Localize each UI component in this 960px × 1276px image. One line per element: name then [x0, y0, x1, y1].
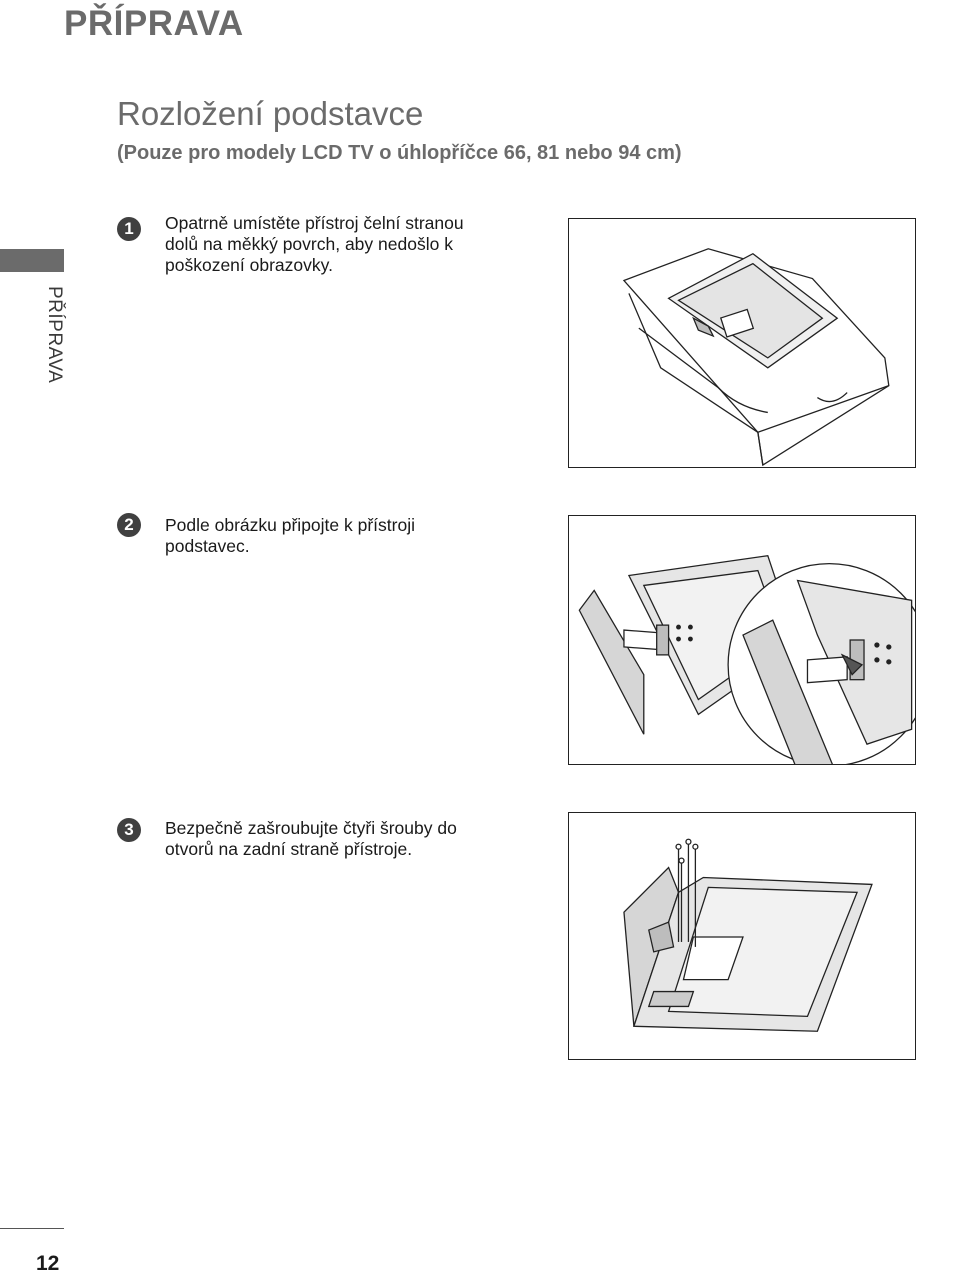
step-1-line: poškození obrazovky.: [165, 255, 333, 275]
section-subtitle: (Pouze pro modely LCD TV o úhlopříčce 66, 81 nebo 94 cm): [117, 142, 682, 164]
attach-stand-drawing: [569, 516, 915, 764]
step-3-text: [165, 818, 457, 860]
page-header-title: PŘÍPRAVA: [64, 4, 244, 43]
tv-on-cushion-drawing: [569, 219, 915, 467]
step-3-badge: 3: [117, 818, 141, 842]
step-2-line: podstavec.: [165, 536, 250, 556]
step-1-badge: 1: [117, 217, 141, 241]
sidebar-tab-marker: [0, 249, 64, 272]
section-title: Rozložení podstavce: [117, 95, 424, 132]
screw-stand-drawing: [569, 813, 915, 1059]
step-2-badge: 2: [117, 513, 141, 537]
step-1-text: [165, 213, 464, 276]
sidebar-chapter-label: PŘÍPRAVA: [44, 286, 65, 384]
step-3-line: Bezpečně zašroubujte čtyři šrouby do: [165, 818, 457, 838]
step-3-line: otvorů na zadní straně přístroje.: [165, 839, 413, 859]
step-3-illustration: [568, 812, 916, 1060]
step-1-line: dolů na měkký povrch, aby nedošlo k: [165, 234, 453, 254]
footer-divider: [0, 1228, 64, 1229]
step-2-illustration: [568, 515, 916, 765]
step-1-illustration: [568, 218, 916, 468]
step-2-line: Podle obrázku připojte k přístroji: [165, 515, 415, 535]
step-2-text: [165, 515, 415, 557]
step-1-line: Opatrně umístěte přístroj čelní stranou: [165, 213, 464, 233]
page-number: 12: [36, 1252, 60, 1275]
